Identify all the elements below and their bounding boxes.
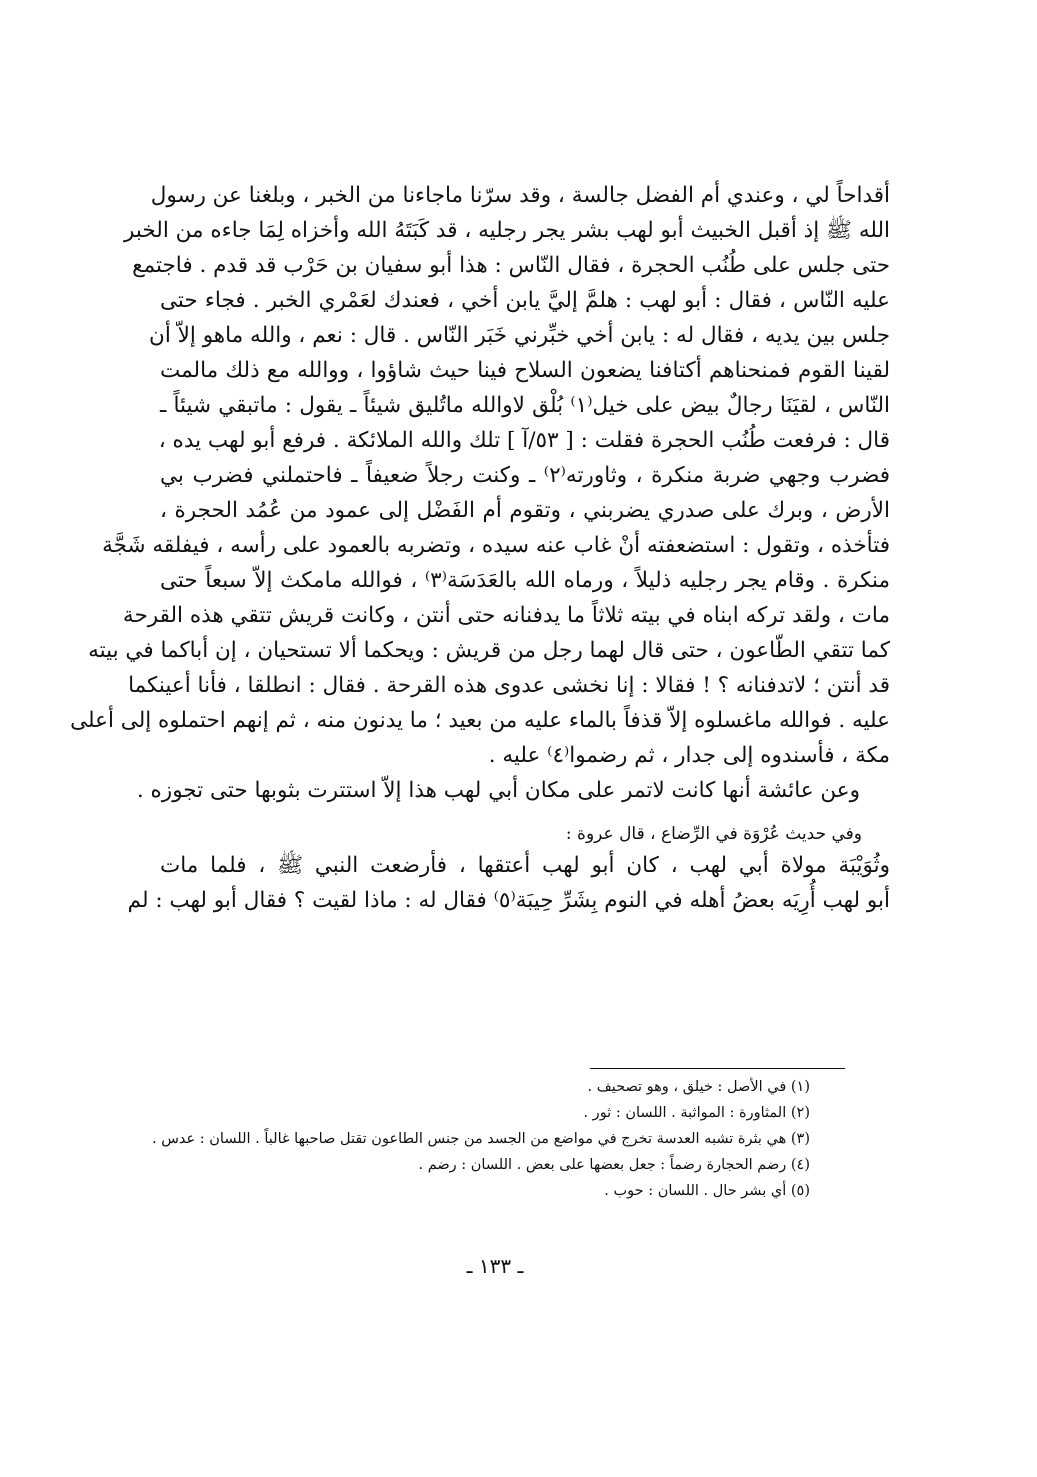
footnote: (٤) رضم الحجارة رضماً : جعل بعضها على بعض . اللسان : رضم .	[418, 1157, 810, 1173]
footnotes	[152, 1074, 810, 1204]
body-line: عليه النّاس ، فقال : أبو لهب : هلمَّ إليَّ يابن أخي ، فعندك لعَمْري الخبر . فجاء حتى	[160, 288, 890, 313]
body-line: كما تتقي الطّاعون ، حتى قال لهما رجل من قريش : ويحكما ألا تستحيان ، إن أباكما في بيته	[88, 638, 890, 663]
footnote: (١) في الأصل : خيلق ، وهو تصحيف .	[587, 1079, 810, 1095]
section-heading: وفي حديث عُرْوَة في الرِّضاع ، قال عروة :	[565, 824, 862, 844]
body-line: النّاس ، لقيَنَا رجالٌ بيض على خيل⁽١⁾ بُلْق لاوالله ماتُليق شيئاً ـ يقول : ماتبقي شيئاً ـ	[160, 393, 890, 418]
body-line: لقينا القوم فمنحناهم أكتافنا يضعون السلاح فينا حيث شاؤوا ، ووالله مع ذلك مالمت	[160, 358, 890, 383]
footnote: (٢) المثاورة : المواثبة . اللسان : ثور .	[583, 1105, 810, 1121]
body-line: عليه . فوالله ماغسلوه إلاّ قذفاً بالماء عليه من بعيد ؛ ما يدنون منه ، ثم إنهم احتملوه إلى أعلى	[70, 708, 890, 733]
body-line: مكة ، فأسندوه إلى جدار ، ثم رضموا⁽٤⁾ عليه .	[488, 743, 890, 768]
footnote: (٥) أي بشر حال . اللسان : حوب .	[604, 1183, 810, 1199]
body-line: وثُوَيْبَة مولاة أبي لهب ، كان أبو لهب أعتقها ، فأرضعت النبي ﷺ ، فلما مات	[160, 853, 890, 878]
body-line: قال : فرفعت طُنُب الحجرة فقلت : [ ٥٣/آ ] تلك والله الملائكة . فرفع أبو لهب يده ،	[158, 428, 890, 453]
page-number: ـ ١٣٣ ـ	[466, 1254, 524, 1278]
body-line: جلس بين يديه ، فقال له : يابن أخي خبِّرني خَبَر النّاس . قال : نعم ، والله ماهو إلاّ أن	[149, 323, 890, 348]
body-line: الله ﷺ إذ أقبل الخبيث أبو لهب بشر يجر رجليه ، قد كَبَتَهُ الله وأخزاه لِمَا جاءه من الخبر	[124, 218, 890, 243]
body-line: حتى جلس على طُنُب الحجرة ، فقال النّاس : هذا أبو سفيان بن حَرْب قد قدم . فاجتمع	[132, 253, 890, 278]
body-line: الأرض ، وبرك على صدري يضربني ، وتقوم أم الفَضْل إلى عمود من عُمُد الحجرة ،	[160, 498, 890, 523]
body-line: قد أنتن ؛ لاتدفنانه ؟ ! فقالا : إنا نخشى عدوى هذه القرحة . فقال : انطلقا ، فأنا أعينكما	[128, 673, 890, 698]
body-line: فتأخذه ، وتقول : استضعفته أنْ غاب عنه سيده ، وتضربه بالعمود على رأسه ، فيفلقه شَجَّة	[102, 533, 890, 558]
body-line: فضرب وجهي ضربة منكرة ، وثاورته⁽٢⁾ ـ وكنت رجلاً ضعيفاً ـ فاحتملني فضرب بي	[160, 463, 890, 488]
main-text	[70, 178, 890, 918]
body-line: أقداحاً لي ، وعندي أم الفضل جالسة ، وقد سرّنا ماجاءنا من الخبر ، وبلغنا عن رسول	[150, 183, 890, 208]
footnote-divider	[590, 1068, 845, 1069]
footnote: (٣) هي بثرة تشبه العدسة تخرج في مواضع من الجسد من جنس الطاعون تقتل صاحبها غالباً . اللسان : عدس .	[152, 1131, 810, 1147]
paragraph-gap	[160, 808, 890, 820]
body-line: أبو لهب أُرِيَه بعضُ أهله في النوم بِشَرِّ حِيبَة⁽٥⁾ فقال له : ماذا لقيت ؟ فقال أبو لهب : لم	[127, 888, 890, 913]
body-line: منكرة . وقام يجر رجليه ذليلاً ، ورماه الله بالعَدَسَة⁽٣⁾ ، فوالله مامكث إلاّ سبعاً حتى	[160, 568, 890, 593]
body-line: مات ، ولقد تركه ابناه في بيته ثلاثاً ما يدفنانه حتى أنتن ، وكانت قريش تتقي هذه القرحة	[122, 603, 890, 628]
aisha-paragraph: وعن عائشة أنها كانت لاتمر على مكان أبي لهب هذا إلاّ استترت بثوبها حتى تجوزه .	[136, 778, 860, 803]
